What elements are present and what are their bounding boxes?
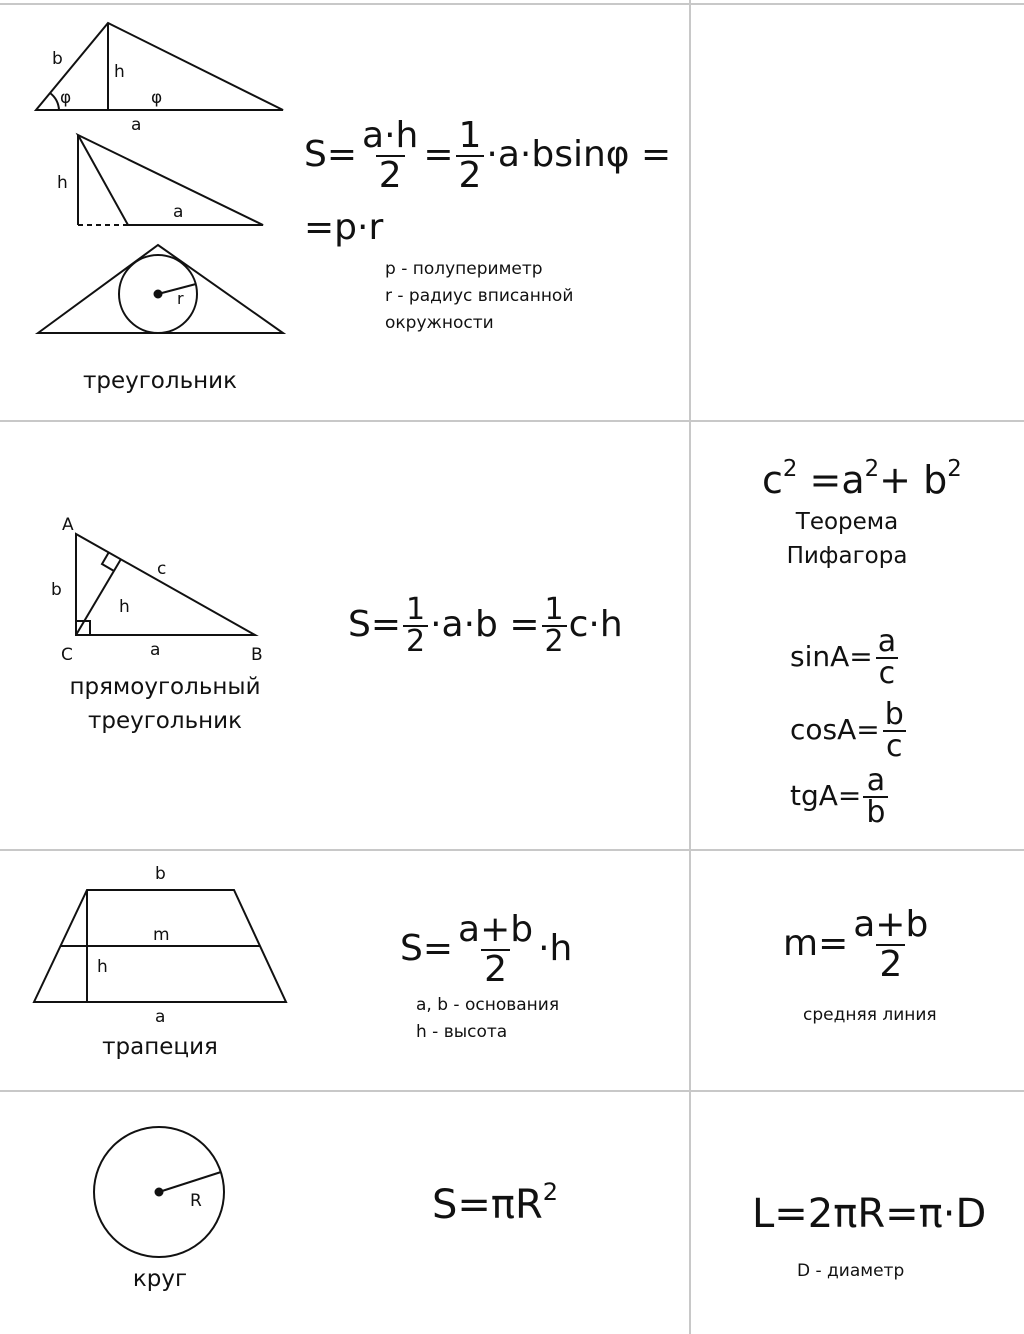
formula-ab: ·a·b = xyxy=(430,604,540,645)
cos-formula: cosA= $\frac{b}{c}$ xyxy=(790,697,904,764)
table-divider-3 xyxy=(0,1090,1024,1092)
angle-arc xyxy=(50,93,59,110)
formula-absin: ·a·bsinφ = xyxy=(486,134,672,175)
midline-label: средняя линия xyxy=(803,1005,937,1025)
fraction-a-plus-b-over-2: $\frac{a+b}{2}$ xyxy=(458,909,534,990)
fraction-1-over-2-b: $\frac{1}{2}$ xyxy=(542,596,567,656)
formula-ch: c·h xyxy=(568,604,623,645)
triangle-label-phi-1: φ xyxy=(60,88,72,108)
midline-formula: m= $\frac{a+b}{2}$ xyxy=(783,904,929,985)
trapezoid-area-formula: S= $\frac{a+b}{2}$ ·h xyxy=(400,909,573,990)
circle-diagram xyxy=(0,1120,300,1260)
side-label-a: a xyxy=(150,640,161,660)
right-triangle-area-formula xyxy=(348,592,623,659)
obtuse-triangle-figure xyxy=(78,135,263,225)
triangle-label-h: h xyxy=(114,62,125,82)
note-circle: окружности xyxy=(385,313,494,333)
trapezoid-label-a: a xyxy=(155,1007,166,1027)
trapezoid-notes xyxy=(416,992,559,1046)
table-divider-1 xyxy=(0,420,1024,422)
note-height: h - высота xyxy=(416,1022,508,1042)
note-semiperimeter: p - полупериметр xyxy=(385,259,543,279)
trapezoid-label-m: m xyxy=(153,925,170,945)
obtuse-label-a: a xyxy=(173,202,184,222)
height-label-h: h xyxy=(119,597,130,617)
caption-line-2: треугольник xyxy=(87,708,243,734)
trapezoid-label-h: h xyxy=(97,957,108,977)
right-triangle-diagram xyxy=(0,500,300,670)
diameter-note: D - диаметр xyxy=(797,1261,905,1281)
incircle-label-r: r xyxy=(177,289,184,308)
circumference-formula: L=2πR=π·D xyxy=(752,1191,987,1237)
obtuse-label-h: h xyxy=(57,173,68,193)
formula-eq: = xyxy=(423,134,454,175)
triangle-label-phi-2: φ xyxy=(151,88,163,108)
right-triangle-figure xyxy=(76,534,255,635)
circle-caption: круг xyxy=(132,1266,188,1292)
triangle-caption: треугольник xyxy=(82,368,238,394)
side-label-b: b xyxy=(51,580,62,600)
caption-line-1: прямоугольный xyxy=(69,674,261,700)
circle-area-formula: $S=\pi R^2$ xyxy=(432,1178,559,1228)
triangle-area-formula-line2: =p·r xyxy=(304,207,384,248)
circle-label-R: R xyxy=(190,1191,202,1211)
triangle-label-b: b xyxy=(52,49,63,69)
tg-formula: tgA= $\frac{a}{b}$ xyxy=(790,767,890,827)
note-radius: r - радиус вписанной xyxy=(385,286,574,306)
trapezoid-label-b: b xyxy=(155,864,166,884)
triangle-diagrams xyxy=(0,0,300,345)
formula-s-eq: S= xyxy=(304,134,358,175)
right-triangle-caption xyxy=(30,670,300,738)
trapezoid-diagram xyxy=(0,850,300,1030)
side-label-c: c xyxy=(157,559,167,579)
note-bases: a, b - основания xyxy=(416,995,560,1015)
fraction-1-over-2: $\frac{1}{2}$ xyxy=(456,118,485,194)
circle-radius-line xyxy=(159,1172,221,1192)
vertex-label-C: C xyxy=(61,645,73,665)
triangle-label-a: a xyxy=(131,115,142,135)
sin-formula: sinA= $\frac{a}{c}$ xyxy=(790,628,901,688)
fraction-1-over-2: $\frac{1}{2}$ xyxy=(403,596,428,656)
trapezoid-caption: трапеция xyxy=(102,1034,218,1060)
pythagoras-formula: $c^2 =a^2+ b^2$ xyxy=(762,456,962,503)
triangle-area-formula xyxy=(304,115,672,196)
fraction-ah-over-2: $\frac{a\cdot h}{2}$ xyxy=(362,115,419,196)
formula-s-eq: S= xyxy=(348,604,402,645)
triangle-notes xyxy=(385,256,573,337)
pythagoras-label: Теорема Пифагора xyxy=(786,509,908,569)
incircle-triangle-figure xyxy=(38,245,283,333)
table-column-divider xyxy=(689,0,691,1334)
vertex-label-B: B xyxy=(251,645,263,665)
vertex-label-A: A xyxy=(62,515,74,535)
